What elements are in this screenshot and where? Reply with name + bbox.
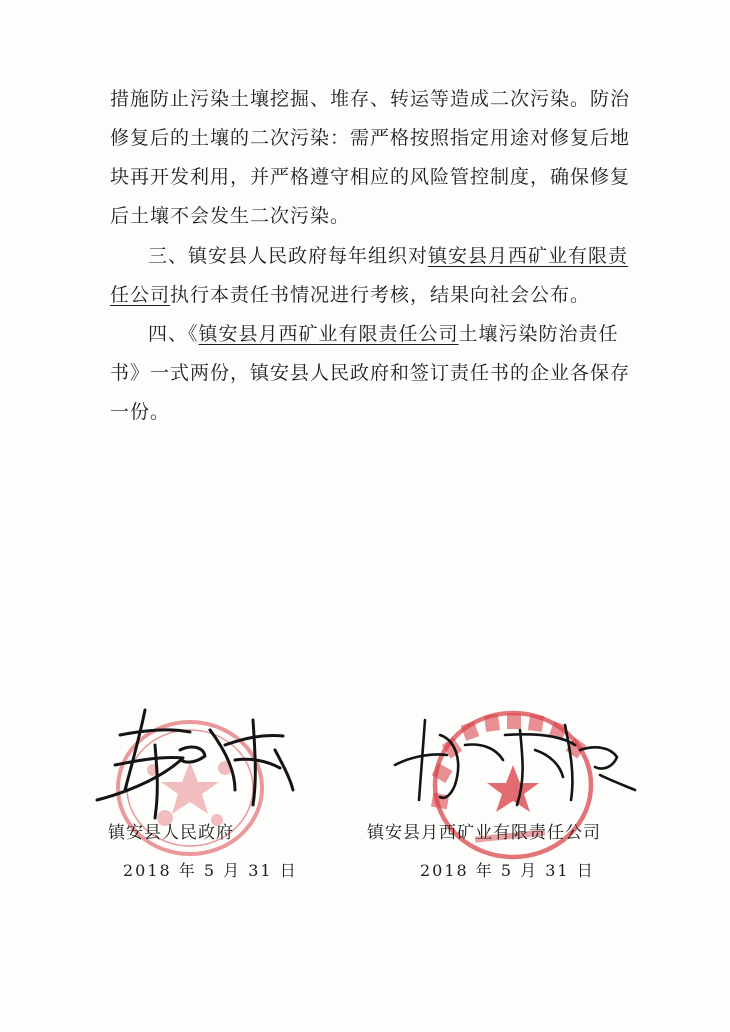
signature-block-company: [355, 700, 645, 890]
company-org-name: 镇安县月西矿业有限责任公司: [367, 823, 601, 843]
p2-prefix: 三、镇安县人民政府每年组织对: [148, 245, 429, 267]
p3-prefix: 四、《: [148, 323, 199, 345]
signature-block-government: [85, 690, 315, 890]
paragraph-three-assessment: [110, 237, 630, 315]
paragraph-pollution-prevention: 措施防止污染土壤挖掘、堆存、转运等造成二次污染。防治修复后的土壤的二次污染：需严格按照指定用途对修复后地块再开发利用，并严格遵守相应的风险管控制度，确保修复后土壤不会发生二次污染。: [110, 88, 631, 227]
paragraph-four-copies: [110, 315, 630, 432]
government-signature-icon: [85, 690, 305, 830]
company-signature-icon: [385, 705, 645, 815]
company-sign-date: 2018 年 5 月 31 日: [420, 861, 595, 880]
p3-suffix: 土壤污染防治责任书》一式两份，镇安县人民政府和签订责任书的企业各保存一份。: [110, 323, 631, 423]
government-org-name: 镇安县人民政府: [108, 823, 234, 843]
p3-company-name: 镇安县月西矿业有限责任公司: [198, 323, 459, 345]
government-sign-date: 2018 年 5 月 31 日: [123, 861, 298, 880]
p2-company-name: 镇安县月西矿业有限责任公司: [110, 245, 629, 306]
p2-suffix: 执行本责任书情况进行考核，结果向社会公布。: [170, 284, 591, 306]
